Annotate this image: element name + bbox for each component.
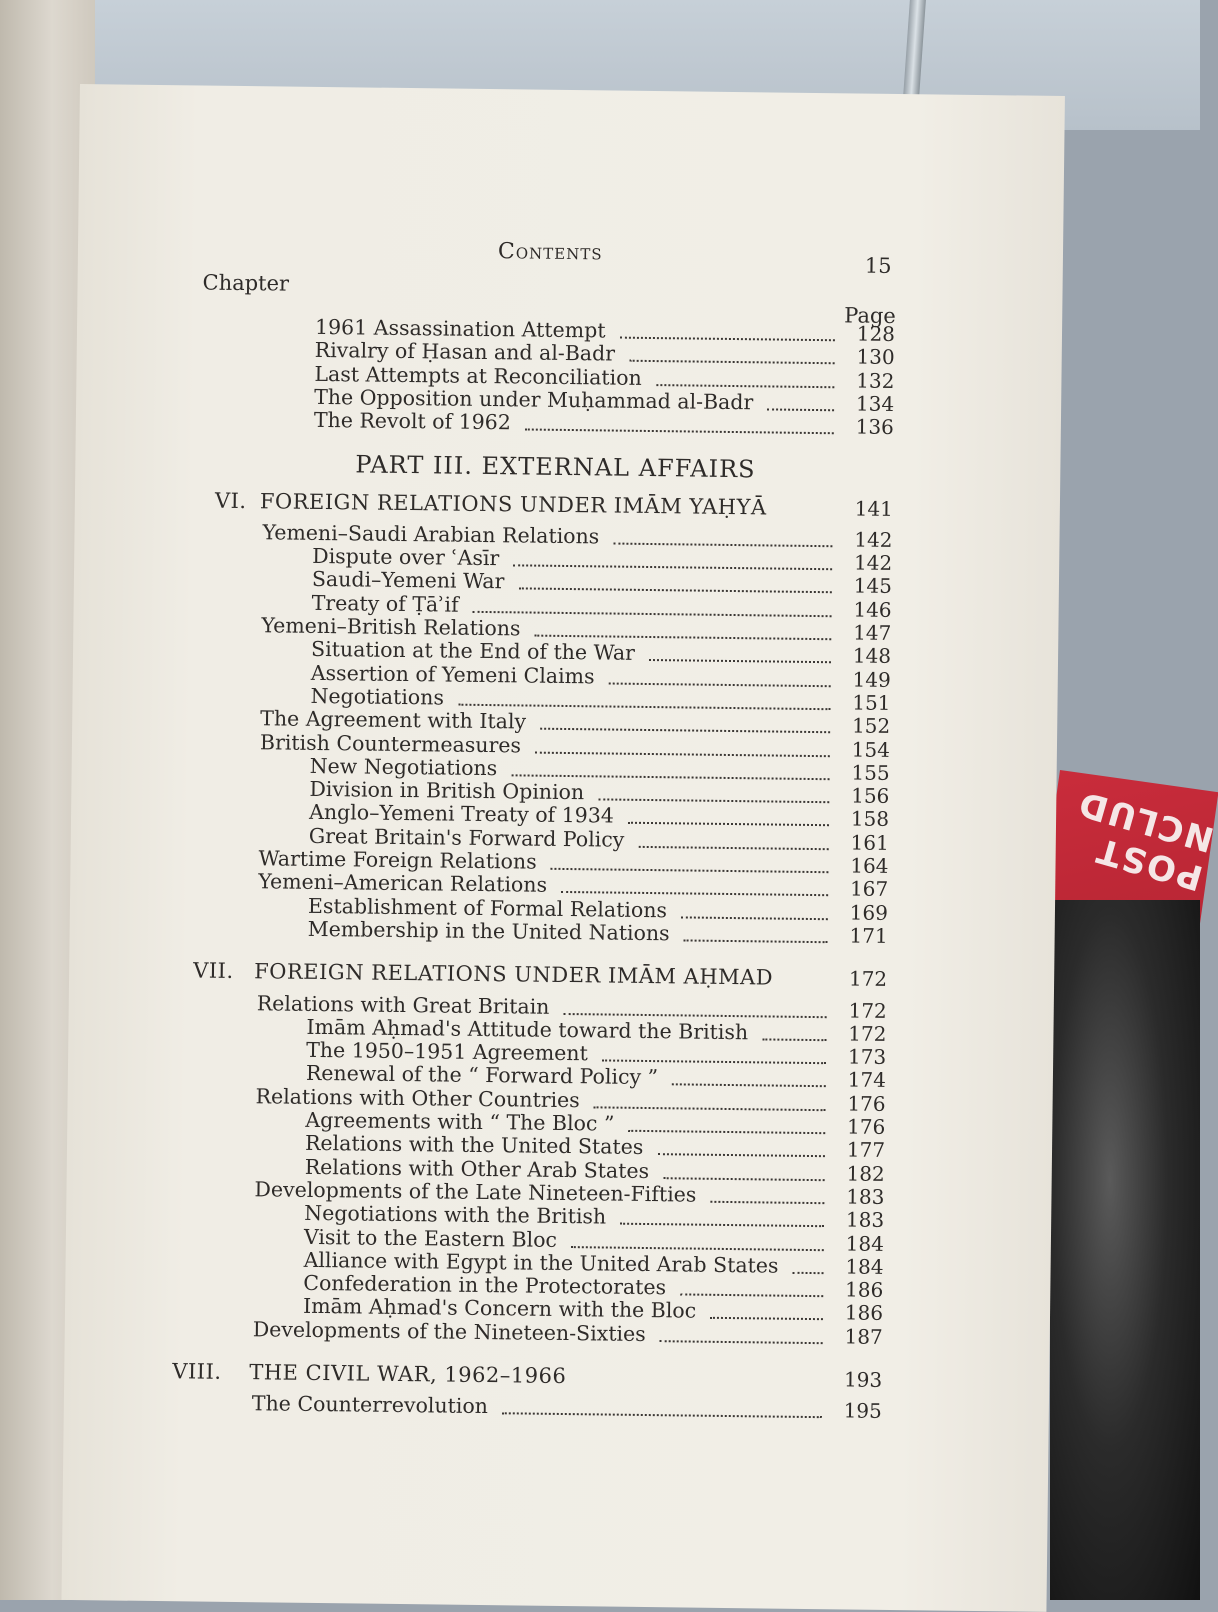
- leader-dots: [767, 405, 834, 411]
- toc-entry: British Countermeasures: [259, 729, 522, 757]
- toc-entry: Imām Aḥmad's Attitude toward the British: [306, 1014, 749, 1045]
- leader-dots: [525, 426, 834, 435]
- toc-entry: Division in British Opinion: [309, 776, 585, 805]
- toc-entry: Agreements with “ The Bloc ”: [305, 1107, 615, 1136]
- toc-entry: Imām Aḥmad's Concern with the Bloc: [302, 1294, 697, 1324]
- toc-page-number: 172: [848, 997, 887, 1023]
- toc-page-number: 146: [853, 597, 892, 622]
- toc-page-number: 164: [850, 853, 889, 878]
- leader-dots: [639, 843, 829, 850]
- page-number: 15: [864, 253, 892, 278]
- toc-entry: Relations with Great Britain: [256, 990, 550, 1019]
- toc-page-number: 151: [852, 690, 891, 715]
- toc-entry: Situation at the End of the War: [310, 637, 636, 666]
- leader-dots: [629, 1127, 826, 1134]
- toc-page-number: 173: [847, 1044, 887, 1070]
- toc-page-number: 152: [851, 713, 891, 739]
- leader-dots: [629, 357, 835, 365]
- red-book-cover-text: POST NCLUD: [1072, 782, 1218, 898]
- page-title: Contents: [497, 239, 603, 266]
- toc-page-number: 145: [853, 573, 893, 599]
- toc-page-number: 142: [854, 527, 893, 552]
- leader-dots: [680, 1291, 823, 1298]
- toc-page-number: 167: [849, 876, 889, 902]
- toc-entry: Developments of the Nineteen-Sixties: [252, 1316, 646, 1346]
- toc-entry: Membership in the United Nations: [307, 916, 670, 946]
- leader-dots: [513, 561, 832, 570]
- leader-dots: [502, 1410, 822, 1419]
- toc-entry: The Counterrevolution: [251, 1391, 489, 1419]
- chapter-title: FOREIGN RELATIONS UNDER IMĀM YAḤYĀ: [259, 488, 767, 519]
- leader-dots: [684, 936, 828, 943]
- part-heading: PART III. EXTERNAL AFFAIRS: [355, 449, 756, 483]
- toc-entry: Establishment of Formal Relations: [307, 893, 668, 922]
- chapter-title: THE CIVIL WAR, 1962–1966: [249, 1360, 567, 1389]
- toc-page-number: 172: [848, 1021, 887, 1046]
- toc-entry: Yemeni–British Relations: [261, 613, 521, 641]
- toc-page-number: 187: [844, 1324, 883, 1349]
- leader-dots: [564, 1009, 827, 1017]
- leader-dots: [628, 819, 829, 826]
- leader-dots: [535, 632, 832, 641]
- chapter-numeral: VI.: [214, 488, 247, 513]
- leader-dots: [620, 334, 835, 342]
- leader-dots: [540, 725, 830, 734]
- toc-entry: The 1950–1951 Agreement: [306, 1037, 588, 1066]
- toc-page-number: 195: [843, 1398, 882, 1424]
- page-label: Page: [844, 303, 896, 328]
- toc-page-number: 176: [846, 1114, 886, 1139]
- toc-entry: Relations with Other Countries: [255, 1083, 580, 1112]
- toc-entry: Visit to the Eastern Bloc: [303, 1224, 558, 1252]
- toc-page-number: 169: [849, 900, 889, 925]
- toc-entry: Great Britain's Forward Policy: [308, 823, 625, 852]
- toc-page-number: 148: [852, 643, 892, 669]
- leader-dots: [602, 1057, 826, 1065]
- toc-entry: The Opposition under Muḥammad al-Badr: [314, 384, 754, 415]
- toc-entry: Renewal of the “ Forward Policy ”: [305, 1061, 659, 1090]
- leader-dots: [561, 888, 828, 896]
- toc-page-number: 186: [844, 1300, 884, 1326]
- toc-entry: Yemeni–Saudi Arabian Relations: [262, 520, 600, 549]
- toc-page-number: 155: [851, 760, 890, 785]
- toc-page-number: 156: [851, 783, 890, 809]
- toc-page-number: 154: [851, 736, 891, 762]
- leader-dots: [571, 1243, 824, 1251]
- toc-entry: Assertion of Yemeni Claims: [310, 660, 595, 688]
- toc-page-number: 128: [856, 321, 896, 346]
- toc-entry: 1961 Assassination Attempt: [314, 314, 606, 343]
- chapter-numeral: VIII.: [172, 1359, 222, 1384]
- toc-entry: New Negotiations: [309, 753, 498, 780]
- toc-page-number: 161: [850, 830, 889, 855]
- leader-dots: [473, 608, 832, 617]
- toc-entry: Relations with Other Arab States: [304, 1154, 650, 1183]
- toc-entry: Treaty of Ṭāʾif: [311, 590, 459, 617]
- chapter-page-number: 172: [848, 966, 888, 992]
- leader-dots: [535, 748, 830, 757]
- toc-entry: Anglo–Yemeni Treaty of 1934: [308, 800, 615, 828]
- leader-dots: [594, 1103, 826, 1111]
- toc-page-number: 158: [850, 806, 890, 832]
- chapter-label: Chapter: [202, 270, 290, 296]
- toc-page-number: 171: [849, 923, 888, 948]
- leader-dots: [649, 656, 831, 663]
- leader-dots: [519, 585, 832, 594]
- toc-entry: Dispute over ʿAsīr: [312, 543, 500, 571]
- toc-page-number: 132: [856, 368, 895, 393]
- toc-entry: Negotiations with the British: [304, 1201, 607, 1229]
- leader-dots: [660, 1337, 823, 1344]
- leader-dots: [711, 1198, 825, 1204]
- toc-entry: The Revolt of 1962: [313, 408, 511, 435]
- toc-page-number: 142: [853, 550, 893, 576]
- toc-entry: Wartime Foreign Relations: [258, 846, 537, 874]
- leader-dots: [681, 913, 828, 920]
- leader-dots: [656, 381, 834, 388]
- toc-page-number: 174: [847, 1067, 887, 1093]
- leader-dots: [793, 1269, 824, 1274]
- leader-dots: [620, 1220, 824, 1227]
- toc-entry: Saudi–Yemeni War: [311, 567, 505, 594]
- toc-entry: Rivalry of Ḥasan and al-Badr: [314, 338, 616, 366]
- leader-dots: [613, 539, 832, 547]
- chapter-page-number: 141: [854, 495, 894, 521]
- toc-page-number: 184: [845, 1254, 884, 1279]
- toc-page-number: 182: [846, 1161, 885, 1186]
- leader-dots: [762, 1035, 826, 1041]
- toc-entry: Last Attempts at Reconciliation: [314, 361, 642, 390]
- toc-entry: Negotiations: [310, 683, 445, 710]
- leader-dots: [663, 1174, 824, 1181]
- toc-page-number: 130: [856, 344, 895, 370]
- dark-photo-book: [1050, 900, 1200, 1600]
- leader-dots: [658, 1150, 825, 1157]
- toc-page-number: 186: [844, 1277, 884, 1302]
- toc-entry: Developments of the Late Nineteen-Fifties: [254, 1177, 697, 1207]
- leader-dots: [511, 771, 829, 780]
- leader-dots: [609, 679, 831, 687]
- leader-dots: [551, 865, 829, 873]
- leader-dots: [598, 795, 829, 803]
- chapter-title: FOREIGN RELATIONS UNDER IMĀM AḤMAD: [254, 959, 774, 990]
- toc-entry: Yemeni–American Relations: [258, 869, 548, 898]
- toc-entry: The Agreement with Italy: [260, 706, 527, 734]
- toc-page-number: 184: [845, 1230, 885, 1256]
- leader-dots: [672, 1081, 826, 1088]
- chapter-page-number: 193: [843, 1367, 883, 1392]
- toc-page-number: 177: [846, 1137, 886, 1163]
- toc-page-number: 176: [847, 1091, 886, 1116]
- leader-dots: [710, 1314, 823, 1320]
- toc-entry: Alliance with Egypt in the United Arab States: [303, 1247, 779, 1278]
- toc-page-number: 149: [852, 667, 891, 692]
- contents-page: [61, 84, 1064, 1612]
- toc-page-number: 147: [853, 620, 892, 645]
- chapter-numeral: VII.: [193, 958, 234, 984]
- toc-page-number: 183: [846, 1184, 885, 1209]
- toc-page-number: 134: [855, 391, 895, 416]
- toc-entry: Relations with the United States: [304, 1131, 644, 1160]
- toc-entry: Confederation in the Protectorates: [303, 1270, 667, 1300]
- toc-page-number: 183: [845, 1207, 885, 1233]
- toc-page-number: 136: [855, 414, 895, 440]
